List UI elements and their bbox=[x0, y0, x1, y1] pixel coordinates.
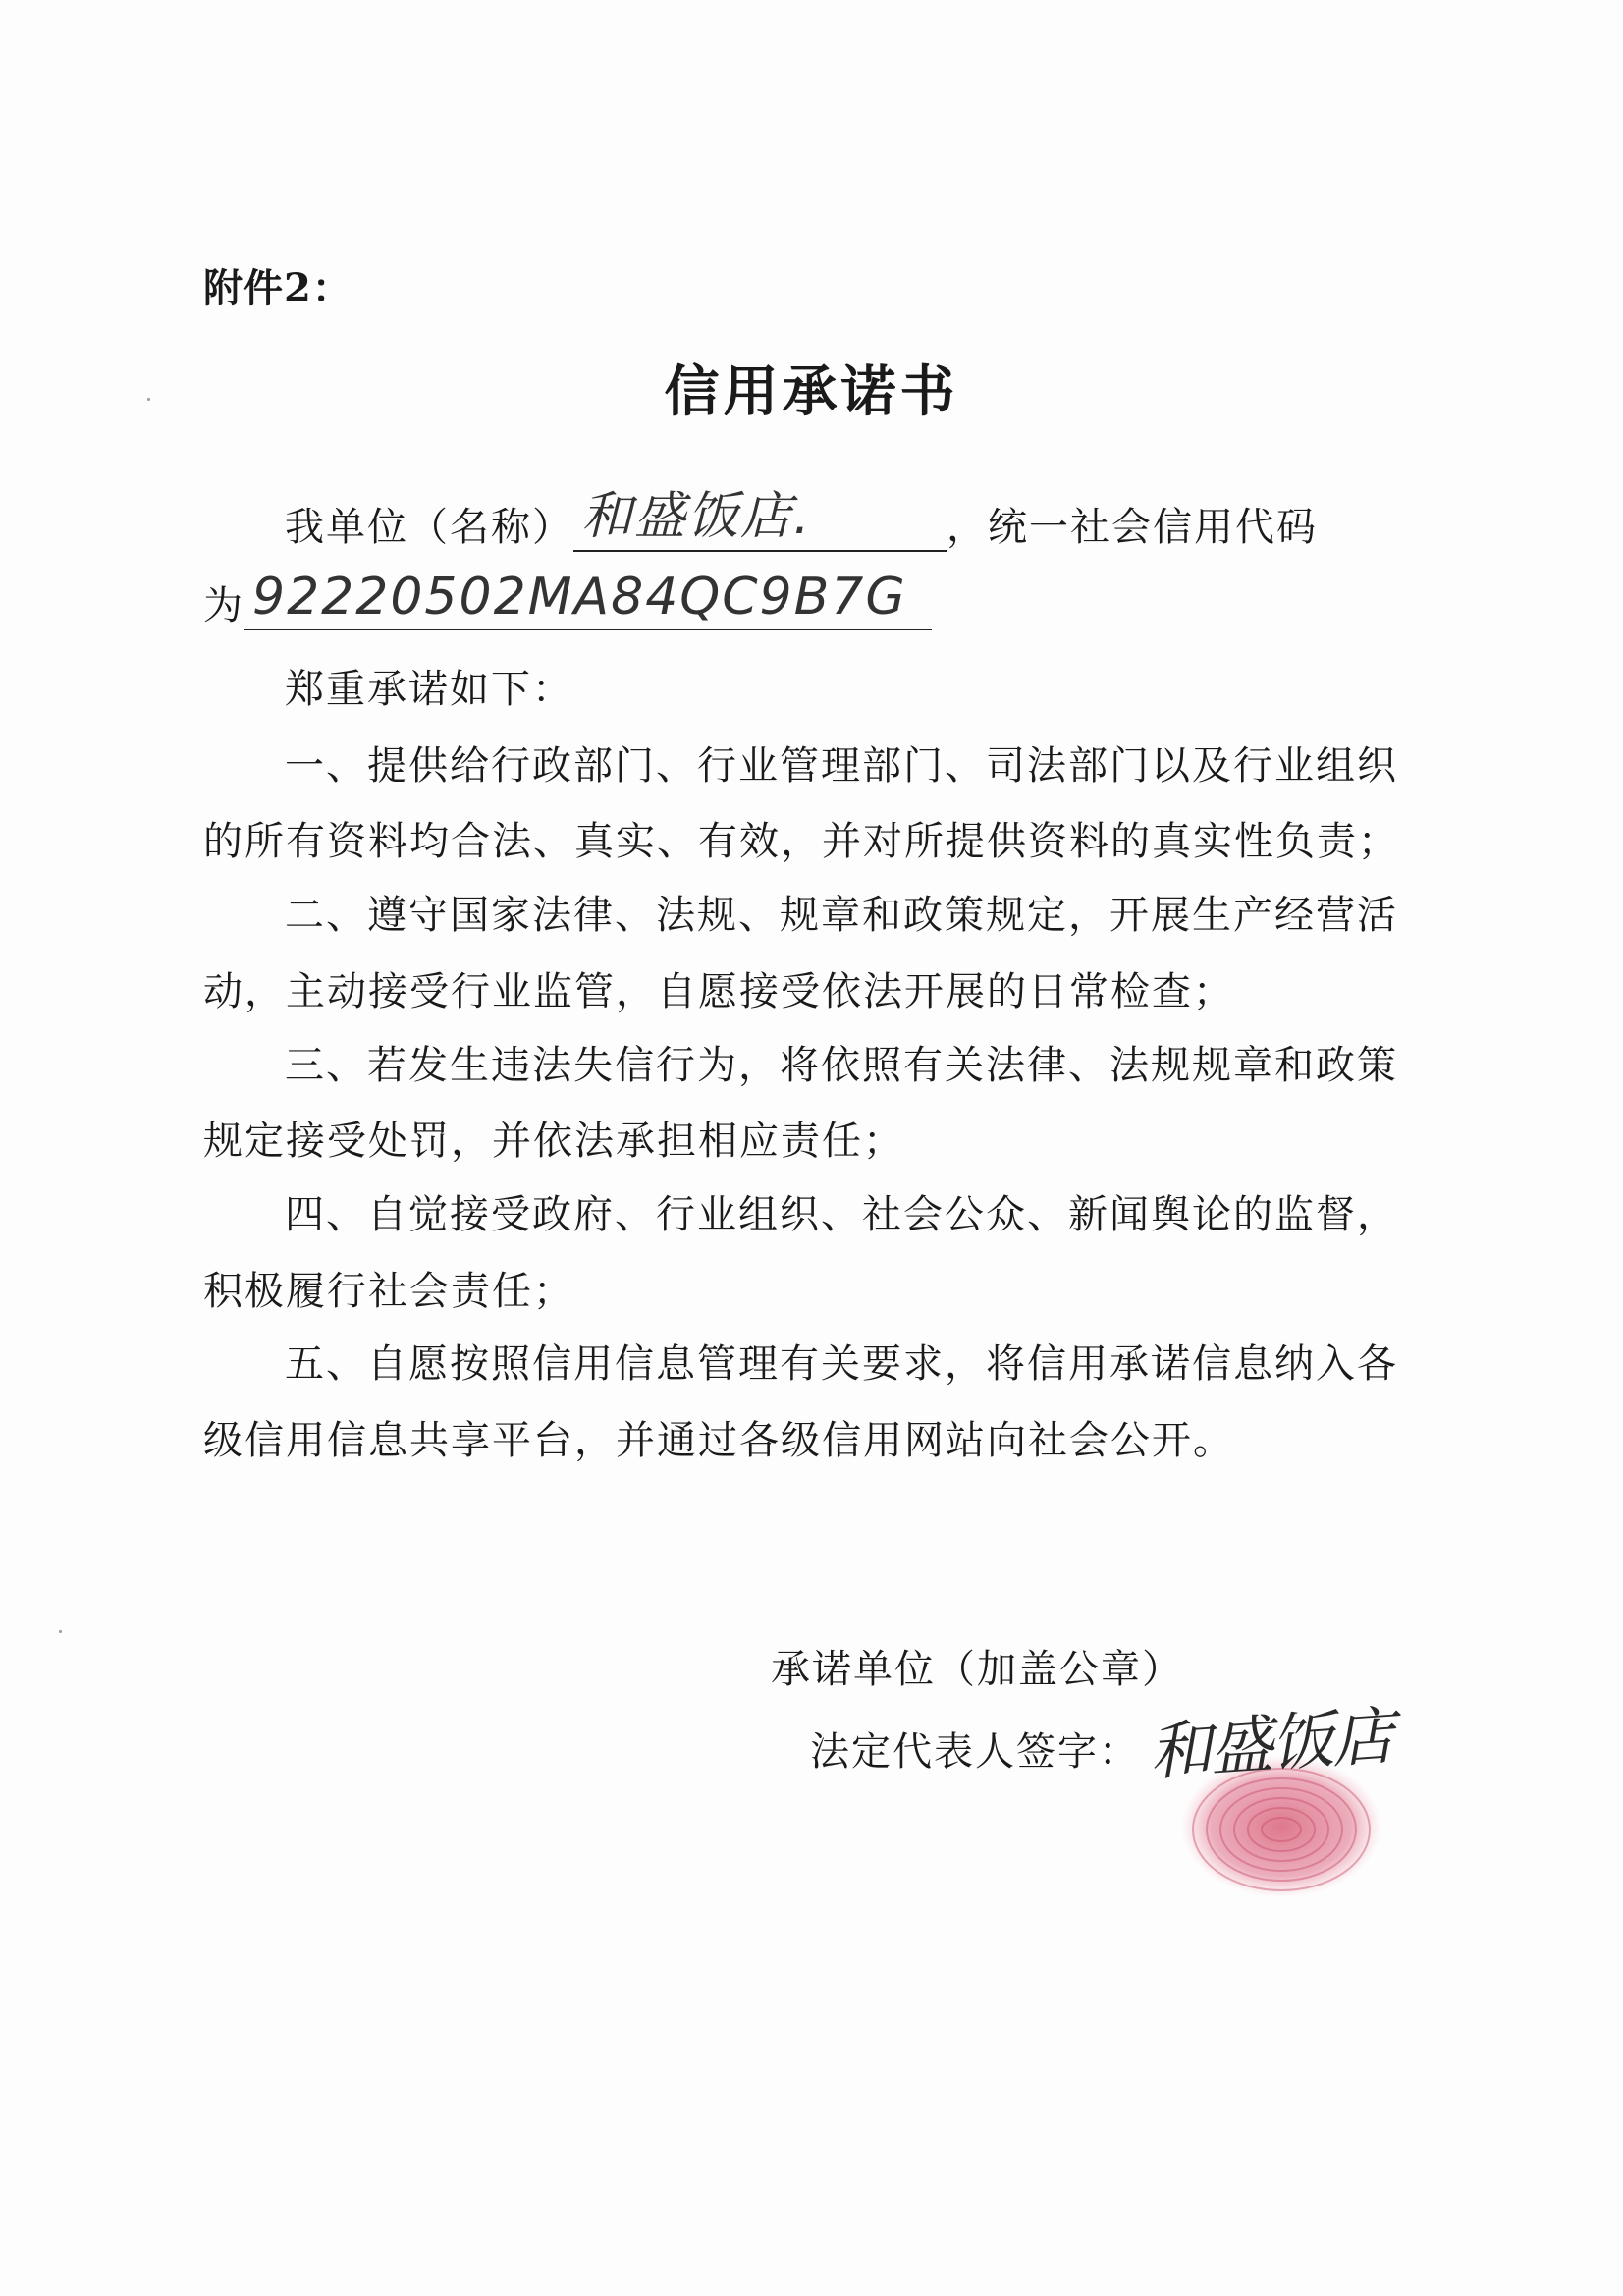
legal-representative-label: 法定代表人签字： bbox=[810, 1729, 1140, 1775]
clause-1-line-1: 一、提供给行政部门、行业管理部门、司法部门以及行业组织 bbox=[285, 743, 1398, 789]
unit-name-handwritten: 和盛饭店. bbox=[581, 487, 812, 546]
attachment-label: 附件2： bbox=[203, 265, 352, 311]
clause-2-line-2: 动，主动接受行业监管，自愿接受依法开展的日常检查； bbox=[203, 969, 1234, 1014]
clause-5-line-1: 五、自愿按照信用信息管理有关要求，将信用承诺信息纳入各 bbox=[285, 1341, 1398, 1387]
pledge-heading: 郑重承诺如下： bbox=[285, 667, 573, 712]
pledging-unit-label: 承诺单位（加盖公章） bbox=[771, 1647, 1183, 1692]
handwritten-signature: 和盛饭店 bbox=[1147, 1700, 1395, 1790]
unit-name-prefix: 我单位（名称） bbox=[285, 505, 573, 550]
credit-code-label: ，统一社会信用代码 bbox=[947, 505, 1318, 550]
unit-name-field bbox=[573, 487, 947, 552]
intro-line-1 bbox=[285, 487, 1318, 552]
clause-4-line-1: 四、自觉接受政府、行业组织、社会公众、新闻舆论的监督， bbox=[285, 1192, 1398, 1237]
clause-5-line-2: 级信用信息共享平台，并通过各级信用网站向社会公开。 bbox=[203, 1418, 1234, 1463]
clause-3-line-2: 规定接受处罚，并依法承担相应责任； bbox=[203, 1119, 904, 1164]
credit-code-prefix: 为 bbox=[203, 583, 244, 629]
document-title: 信用承诺书 bbox=[664, 359, 959, 424]
credit-code-handwritten: 92220502MA84QC9B7G bbox=[252, 568, 907, 627]
clause-2-line-1: 二、遵守国家法律、法规、规章和政策规定，开展生产经营活 bbox=[285, 893, 1398, 938]
scan-speck bbox=[147, 398, 150, 401]
clause-4-line-2: 积极履行社会责任； bbox=[203, 1269, 574, 1314]
credit-code-field bbox=[244, 568, 932, 630]
clause-3-line-1: 三、若发生违法失信行为，将依照有关法律、法规规章和政策 bbox=[285, 1043, 1398, 1088]
scan-speck bbox=[59, 1630, 62, 1633]
intro-line-2 bbox=[203, 568, 932, 630]
clause-1-line-2: 的所有资料均合法、真实、有效，并对所提供资料的真实性负责； bbox=[203, 819, 1399, 864]
